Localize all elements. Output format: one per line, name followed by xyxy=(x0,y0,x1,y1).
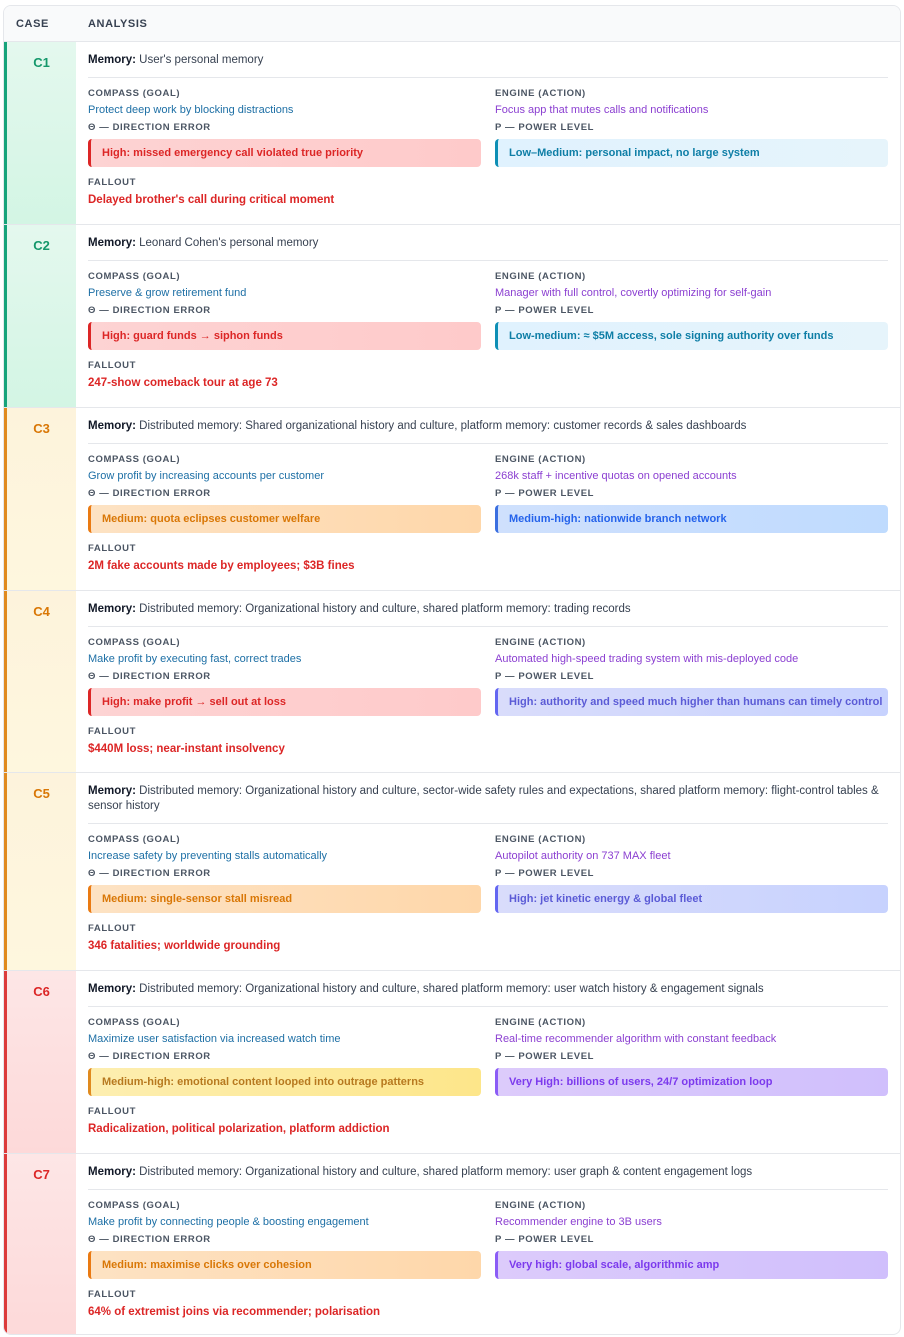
compass-goal: Make profit by connecting people & boosting engagement xyxy=(88,1216,369,1228)
fallout-label: FALLOUT xyxy=(88,1289,136,1300)
engine-column xyxy=(495,453,888,533)
direction-error-label: Θ — DIRECTION ERROR xyxy=(88,122,211,133)
memory-line xyxy=(88,982,888,1007)
memory-line xyxy=(88,784,888,824)
direction-error-label: Θ — DIRECTION ERROR xyxy=(88,488,211,499)
fallout-text: 346 fatalities; worldwide grounding xyxy=(88,940,281,952)
compass-label: COMPASS (GOAL) xyxy=(88,88,181,99)
power-level-label: P — POWER LEVEL xyxy=(495,671,595,682)
compass-label: COMPASS (GOAL) xyxy=(88,454,181,465)
memory-label: Memory: xyxy=(88,420,136,432)
direction-error-badge: Medium-high: emotional content looped into outrage patterns xyxy=(88,1068,481,1096)
memory-label: Memory: xyxy=(88,54,136,66)
table-row xyxy=(4,408,900,591)
fallout-text: $440M loss; near-instant insolvency xyxy=(88,743,285,755)
fallout-text: 247-show comeback tour at age 73 xyxy=(88,377,278,389)
table-row xyxy=(4,773,900,971)
fallout-label: FALLOUT xyxy=(88,923,136,934)
compass-label: COMPASS (GOAL) xyxy=(88,1017,181,1028)
engine-label: ENGINE (ACTION) xyxy=(495,271,586,282)
case-id: C5 xyxy=(4,773,76,970)
table-row xyxy=(4,1154,900,1335)
power-level-label: P — POWER LEVEL xyxy=(495,1051,595,1062)
direction-error-label: Θ — DIRECTION ERROR xyxy=(88,1234,211,1245)
engine-column xyxy=(495,1016,888,1096)
fallout-text: Delayed brother's call during critical moment xyxy=(88,194,335,206)
engine-column xyxy=(495,270,888,350)
case-id: C1 xyxy=(4,42,76,224)
compass-label: COMPASS (GOAL) xyxy=(88,637,181,648)
case-column-header: CASE xyxy=(16,17,49,30)
power-level-badge: Low–Medium: personal impact, no large system xyxy=(495,139,888,167)
compass-column xyxy=(88,636,481,716)
case-id: C6 xyxy=(4,971,76,1153)
engine-column xyxy=(495,636,888,716)
power-level-label: P — POWER LEVEL xyxy=(495,1234,595,1245)
power-level-badge: High: authority and speed much higher than humans can timely control xyxy=(495,688,888,716)
engine-action: Manager with full control, covertly optimizing for self-gain xyxy=(495,287,772,299)
direction-error-badge: High: missed emergency call violated true priority xyxy=(88,139,481,167)
fallout-text: 2M fake accounts made by employees; $3B fines xyxy=(88,560,355,572)
analysis-grid xyxy=(88,1190,888,1279)
memory-label: Memory: xyxy=(88,983,136,995)
memory-line xyxy=(88,53,888,78)
table-row xyxy=(4,42,900,225)
fallout-label: FALLOUT xyxy=(88,177,136,188)
engine-label: ENGINE (ACTION) xyxy=(495,88,586,99)
memory-label: Memory: xyxy=(88,1166,136,1178)
engine-action: Autopilot authority on 737 MAX fleet xyxy=(495,850,671,862)
memory-text: Distributed memory: Organizational history and culture, shared platform memory: trading records xyxy=(139,603,631,615)
direction-error-badge: High: make profit → sell out at loss xyxy=(88,688,481,716)
analysis-grid xyxy=(88,627,888,716)
memory-text: Distributed memory: Shared organizational history and culture, platform memory: customer records & sales dashboards xyxy=(139,420,747,432)
direction-error-badge: Medium: maximise clicks over cohesion xyxy=(88,1251,481,1279)
power-level-label: P — POWER LEVEL xyxy=(495,488,595,499)
compass-label: COMPASS (GOAL) xyxy=(88,271,181,282)
fallout-label: FALLOUT xyxy=(88,543,136,554)
engine-label: ENGINE (ACTION) xyxy=(495,834,586,845)
case-analysis-table xyxy=(3,5,901,1335)
analysis-grid xyxy=(88,444,888,533)
memory-label: Memory: xyxy=(88,603,136,615)
power-level-label: P — POWER LEVEL xyxy=(495,122,595,133)
table-row xyxy=(4,225,900,408)
analysis-cell xyxy=(76,42,900,224)
compass-column xyxy=(88,1016,481,1096)
engine-action: Automated high-speed trading system with mis-deployed code xyxy=(495,653,799,665)
table-body xyxy=(4,42,900,1335)
power-level-badge: Low-medium: ≈ $5M access, sole signing authority over funds xyxy=(495,322,888,350)
compass-goal: Increase safety by preventing stalls automatically xyxy=(88,850,328,862)
memory-line xyxy=(88,236,888,261)
compass-goal: Preserve & grow retirement fund xyxy=(88,287,247,299)
fallout-label: FALLOUT xyxy=(88,726,136,737)
power-level-label: P — POWER LEVEL xyxy=(495,305,595,316)
power-level-badge: High: jet kinetic energy & global fleet xyxy=(495,885,888,913)
memory-label: Memory: xyxy=(88,237,136,249)
memory-line xyxy=(88,602,888,627)
case-id: C7 xyxy=(4,1154,76,1335)
analysis-column-header: ANALYSIS xyxy=(88,17,148,30)
analysis-grid xyxy=(88,261,888,350)
direction-error-label: Θ — DIRECTION ERROR xyxy=(88,305,211,316)
analysis-cell xyxy=(76,225,900,407)
direction-error-badge: High: guard funds → siphon funds xyxy=(88,322,481,350)
compass-column xyxy=(88,453,481,533)
compass-goal: Make profit by executing fast, correct trades xyxy=(88,653,302,665)
case-id: C2 xyxy=(4,225,76,407)
table-row xyxy=(4,591,900,773)
table-row xyxy=(4,971,900,1154)
direction-error-label: Θ — DIRECTION ERROR xyxy=(88,1051,211,1062)
engine-column xyxy=(495,833,888,913)
direction-error-label: Θ — DIRECTION ERROR xyxy=(88,671,211,682)
analysis-grid xyxy=(88,824,888,913)
direction-error-label: Θ — DIRECTION ERROR xyxy=(88,868,211,879)
engine-column xyxy=(495,87,888,167)
engine-action: Focus app that mutes calls and notifications xyxy=(495,104,709,116)
memory-text: Leonard Cohen's personal memory xyxy=(139,237,319,249)
engine-action: 268k staff + incentive quotas on opened accounts xyxy=(495,470,737,482)
analysis-grid xyxy=(88,78,888,167)
power-level-badge: Medium-high: nationwide branch network xyxy=(495,505,888,533)
memory-text: User's personal memory xyxy=(139,54,264,66)
compass-column xyxy=(88,1199,481,1279)
compass-column xyxy=(88,87,481,167)
power-level-badge: Very High: billions of users, 24/7 optimization loop xyxy=(495,1068,888,1096)
memory-line xyxy=(88,419,888,444)
engine-label: ENGINE (ACTION) xyxy=(495,1017,586,1028)
fallout-label: FALLOUT xyxy=(88,1106,136,1117)
table-header xyxy=(4,6,900,42)
memory-text: Distributed memory: Organizational history and culture, sector-wide safety rules and expectations, shared platform memory: flight-control tables & sensor history xyxy=(88,785,879,812)
case-id: C4 xyxy=(4,591,76,772)
fallout-text: Radicalization, political polarization, platform addiction xyxy=(88,1123,390,1135)
compass-goal: Maximize user satisfaction via increased watch time xyxy=(88,1033,341,1045)
engine-column xyxy=(495,1199,888,1279)
analysis-cell xyxy=(76,591,900,772)
fallout-text: 64% of extremist joins via recommender; polarisation xyxy=(88,1306,381,1318)
compass-goal: Grow profit by increasing accounts per customer xyxy=(88,470,324,482)
power-level-badge: Very high: global scale, algorithmic amp xyxy=(495,1251,888,1279)
memory-text: Distributed memory: Organizational history and culture, shared platform memory: user graph & content engagement logs xyxy=(139,1166,753,1178)
engine-label: ENGINE (ACTION) xyxy=(495,454,586,465)
engine-label: ENGINE (ACTION) xyxy=(495,637,586,648)
analysis-cell xyxy=(76,773,900,970)
analysis-cell xyxy=(76,408,900,590)
power-level-label: P — POWER LEVEL xyxy=(495,868,595,879)
analysis-grid xyxy=(88,1007,888,1096)
engine-label: ENGINE (ACTION) xyxy=(495,1200,586,1211)
compass-label: COMPASS (GOAL) xyxy=(88,834,181,845)
compass-column xyxy=(88,270,481,350)
analysis-cell xyxy=(76,1154,900,1335)
case-id: C3 xyxy=(4,408,76,590)
engine-action: Recommender engine to 3B users xyxy=(495,1216,662,1228)
compass-goal: Protect deep work by blocking distractions xyxy=(88,104,294,116)
compass-column xyxy=(88,833,481,913)
memory-text: Distributed memory: Organizational history and culture, shared platform memory: user watch history & engagement signals xyxy=(139,983,764,995)
memory-label: Memory: xyxy=(88,785,136,797)
engine-action: Real-time recommender algorithm with constant feedback xyxy=(495,1033,777,1045)
fallout-label: FALLOUT xyxy=(88,360,136,371)
direction-error-badge: Medium: single-sensor stall misread xyxy=(88,885,481,913)
analysis-cell xyxy=(76,971,900,1153)
memory-line xyxy=(88,1165,888,1190)
compass-label: COMPASS (GOAL) xyxy=(88,1200,181,1211)
direction-error-badge: Medium: quota eclipses customer welfare xyxy=(88,505,481,533)
